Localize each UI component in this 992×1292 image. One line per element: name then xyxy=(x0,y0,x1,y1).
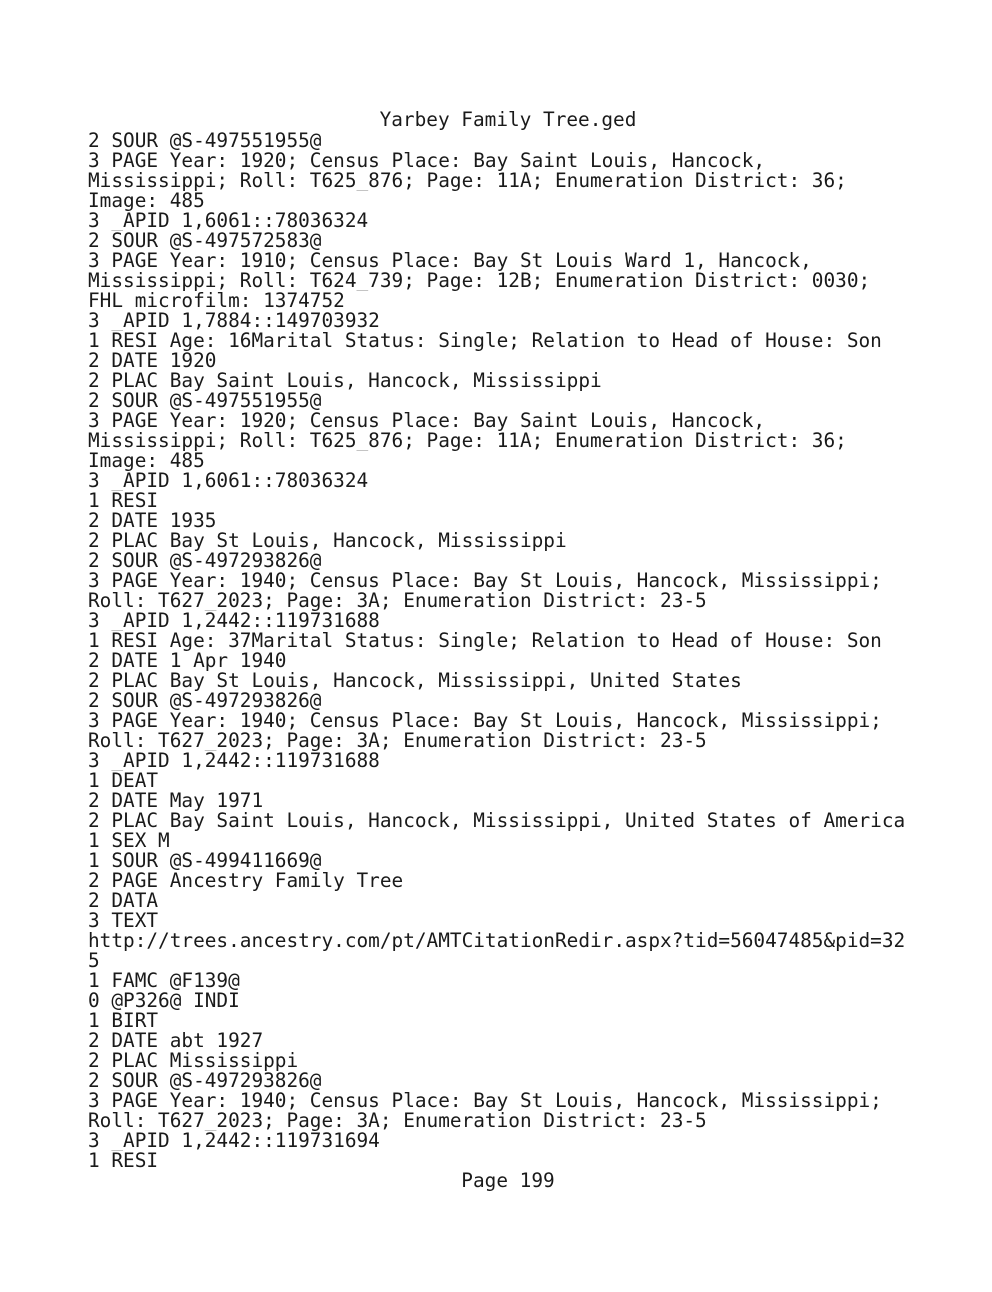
gedcom-line: 2 DATE abt 1927 xyxy=(88,1031,264,1051)
gedcom-line: http://trees.ancestry.com/pt/AMTCitationRedir.aspx?tid=56047485&pid=32 xyxy=(88,931,906,951)
gedcom-line: 1 RESI xyxy=(88,491,159,511)
gedcom-line: 2 DATE 1 Apr 1940 xyxy=(88,651,287,671)
gedcom-line: Mississippi; Roll: T624_739; Page: 12B; Enumeration District: 0030; xyxy=(88,271,871,291)
gedcom-line: Roll: T627_2023; Page: 3A; Enumeration District: 23-5 xyxy=(88,591,707,611)
gedcom-line: Image: 485 xyxy=(88,191,205,211)
gedcom-line: 2 PAGE Ancestry Family Tree xyxy=(88,871,404,891)
gedcom-line: 1 RESI Age: 37Marital Status: Single; Relation to Head of House: Son xyxy=(88,631,882,651)
gedcom-line: 2 SOUR @S-497551955@ xyxy=(88,131,322,151)
gedcom-line: 3 _APID 1,6061::78036324 xyxy=(88,211,369,231)
document-title: Yarbey Family Tree.ged xyxy=(379,108,637,131)
gedcom-line: 3 _APID 1,2442::119731694 xyxy=(88,1131,380,1151)
gedcom-line: 2 PLAC Bay Saint Louis, Hancock, Mississippi, United States of America xyxy=(88,811,906,831)
gedcom-line: 3 _APID 1,2442::119731688 xyxy=(88,611,380,631)
gedcom-line: 2 DATE 1920 xyxy=(88,351,217,371)
gedcom-line: 1 FAMC @F139@ xyxy=(88,971,240,991)
gedcom-line: 2 DATE May 1971 xyxy=(88,791,264,811)
gedcom-line: 5 xyxy=(88,951,100,971)
gedcom-line: 1 SOUR @S-499411669@ xyxy=(88,851,322,871)
gedcom-line: 3 _APID 1,7884::149703932 xyxy=(88,311,380,331)
gedcom-line: 2 DATE 1935 xyxy=(88,511,217,531)
gedcom-line: 2 PLAC Bay St Louis, Hancock, Mississippi xyxy=(88,531,567,551)
gedcom-line: Roll: T627_2023; Page: 3A; Enumeration District: 23-5 xyxy=(88,731,707,751)
gedcom-record-list xyxy=(88,131,968,1171)
gedcom-line: 3 PAGE Year: 1910; Census Place: Bay St Louis Ward 1, Hancock, xyxy=(88,251,812,271)
gedcom-line: 3 _APID 1,6061::78036324 xyxy=(88,471,369,491)
gedcom-line: 3 PAGE Year: 1920; Census Place: Bay Saint Louis, Hancock, xyxy=(88,411,766,431)
gedcom-line: 2 SOUR @S-497551955@ xyxy=(88,391,322,411)
gedcom-line: 3 PAGE Year: 1940; Census Place: Bay St Louis, Hancock, Mississippi; xyxy=(88,571,882,591)
gedcom-line: 3 PAGE Year: 1920; Census Place: Bay Saint Louis, Hancock, xyxy=(88,151,766,171)
gedcom-line: Image: 485 xyxy=(88,451,205,471)
gedcom-line: 3 PAGE Year: 1940; Census Place: Bay St Louis, Hancock, Mississippi; xyxy=(88,1091,882,1111)
gedcom-line: Mississippi; Roll: T625_876; Page: 11A; Enumeration District: 36; xyxy=(88,171,847,191)
gedcom-line: 1 RESI Age: 16Marital Status: Single; Relation to Head of House: Son xyxy=(88,331,882,351)
gedcom-line: 2 PLAC Bay St Louis, Hancock, Mississippi, United States xyxy=(88,671,742,691)
gedcom-line: FHL microfilm: 1374752 xyxy=(88,291,345,311)
gedcom-line: Roll: T627_2023; Page: 3A; Enumeration District: 23-5 xyxy=(88,1111,707,1131)
gedcom-line: 1 BIRT xyxy=(88,1011,159,1031)
gedcom-line: 2 SOUR @S-497293826@ xyxy=(88,691,322,711)
gedcom-line: 2 DATA xyxy=(88,891,159,911)
gedcom-line: 1 SEX M xyxy=(88,831,170,851)
gedcom-line: 2 PLAC Bay Saint Louis, Hancock, Mississippi xyxy=(88,371,602,391)
gedcom-line: 2 SOUR @S-497293826@ xyxy=(88,1071,322,1091)
gedcom-line: 3 _APID 1,2442::119731688 xyxy=(88,751,380,771)
gedcom-line: 1 DEAT xyxy=(88,771,159,791)
gedcom-line: 1 RESI xyxy=(88,1151,159,1171)
gedcom-line: 2 PLAC Mississippi xyxy=(88,1051,299,1071)
gedcom-line: 2 SOUR @S-497293826@ xyxy=(88,551,322,571)
gedcom-line: 3 TEXT xyxy=(88,911,159,931)
gedcom-line: 3 PAGE Year: 1940; Census Place: Bay St Louis, Hancock, Mississippi; xyxy=(88,711,882,731)
gedcom-line: Mississippi; Roll: T625_876; Page: 11A; Enumeration District: 36; xyxy=(88,431,847,451)
gedcom-line: 0 @P326@ INDI xyxy=(88,991,240,1011)
gedcom-line: 2 SOUR @S-497572583@ xyxy=(88,231,322,251)
page-number: Page 199 xyxy=(461,1169,555,1192)
